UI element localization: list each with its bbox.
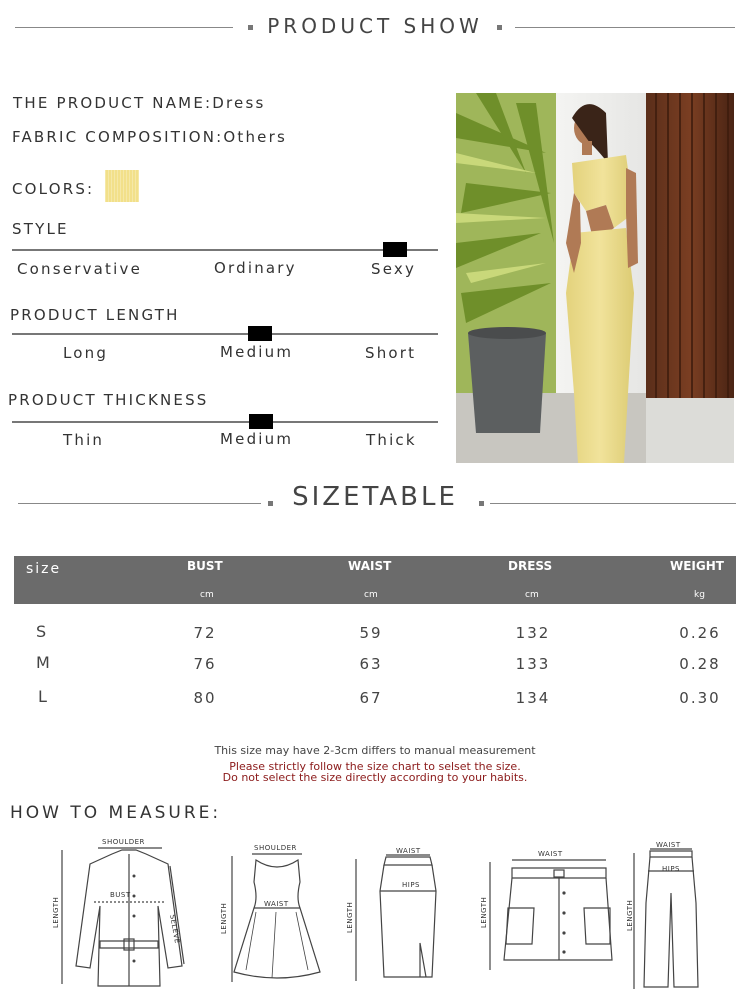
jacket-shoulder-label: SHOULDER — [102, 838, 145, 846]
dress-measure-figure — [216, 842, 326, 987]
thickness-option-medium: Medium — [220, 430, 294, 448]
pants-measure-figure — [624, 843, 704, 993]
fabric-row — [12, 128, 287, 146]
row-m-weight: 0.28 — [679, 655, 721, 673]
header-rule-right — [515, 27, 735, 28]
row-s-size: S — [36, 622, 49, 641]
product-name-row — [13, 94, 266, 112]
style-selected-marker — [383, 242, 407, 257]
skirt-illustration — [344, 845, 444, 985]
length-option-long: Long — [63, 344, 109, 362]
skirt-length-label: LENGTH — [346, 901, 354, 933]
col-unit-waist: cm — [364, 590, 378, 600]
color-swatch[interactable] — [105, 170, 139, 202]
length-scale-line — [12, 333, 438, 335]
thickness-option-thin: Thin — [63, 431, 105, 449]
skirt-waist-label: WAIST — [396, 847, 421, 855]
product-photo-art — [456, 93, 734, 463]
row-s-dress: 132 — [515, 624, 551, 642]
denim-skirt-illustration — [474, 848, 614, 974]
header-square-right — [497, 25, 502, 30]
dress-shoulder-label: SHOULDER — [254, 844, 297, 852]
jacket-measure-figure — [50, 836, 195, 991]
row-m-bust: 76 — [193, 655, 217, 673]
fabric-label: FABRIC COMPOSITION: — [12, 128, 224, 146]
style-option-sexy: Sexy — [371, 260, 417, 278]
sizetable-title: SIZETABLE — [292, 482, 458, 512]
product-name-label: THE PRODUCT NAME: — [13, 94, 213, 112]
pants-waist-label: WAIST — [656, 841, 681, 849]
style-option-ordinary: Ordinary — [214, 259, 297, 277]
jacket-sleeve-label: SELEVE — [168, 914, 182, 945]
colors-label: COLORS: — [12, 180, 95, 198]
length-option-short: Short — [365, 344, 417, 362]
row-l-dress: 134 — [515, 689, 551, 707]
row-l-weight: 0.30 — [679, 689, 721, 707]
pants-length-label: LENGTH — [626, 899, 634, 931]
row-m-size: M — [36, 653, 52, 672]
length-option-medium: Medium — [220, 343, 294, 361]
row-s-waist: 59 — [359, 624, 383, 642]
col-unit-bust: cm — [200, 590, 214, 600]
row-l-size: L — [38, 687, 49, 706]
measurement-note: This size may have 2-3cm differs to manual measurement — [214, 744, 536, 757]
warning-line-1: Please strictly follow the size chart to selset the size. — [229, 760, 521, 773]
sizetable-rule-right — [490, 503, 736, 504]
skirt-hips-label: HIPS — [402, 881, 420, 889]
style-title: STYLE — [12, 220, 69, 238]
sizetable-square-left — [268, 501, 273, 506]
col-unit-weight: kg — [694, 590, 705, 600]
sizetable-rule-left — [18, 503, 261, 504]
sizetable-square-right — [479, 501, 484, 506]
product-photo[interactable] — [456, 93, 734, 463]
length-selected-marker — [248, 326, 272, 341]
col-header-waist: WAIST — [348, 559, 392, 573]
style-scale-line — [12, 249, 438, 251]
denim-skirt-waist-label: WAIST — [538, 850, 563, 858]
jacket-bust-label: BUST — [110, 891, 131, 899]
skirt-measure-figure — [344, 845, 444, 985]
size-table-header — [14, 556, 736, 604]
warning-line-2: Do not select the size directly according to your habits. — [222, 771, 528, 784]
row-l-waist: 67 — [359, 689, 383, 707]
dress-waist-label: WAIST — [264, 900, 289, 908]
pants-hips-label: HIPS — [662, 865, 680, 873]
col-header-weight: WEIGHT — [670, 559, 724, 573]
row-s-weight: 0.26 — [679, 624, 721, 642]
row-l-bust: 80 — [193, 689, 217, 707]
header-square-left — [248, 25, 253, 30]
thickness-scale-line — [12, 421, 438, 423]
dress-illustration — [216, 842, 326, 987]
thickness-selected-marker — [249, 414, 273, 429]
style-option-conservative: Conservative — [17, 260, 142, 278]
product-show-title: PRODUCT SHOW — [267, 14, 483, 38]
col-header-bust: BUST — [187, 559, 223, 573]
denim-skirt-measure-figure — [474, 848, 614, 974]
thickness-option-thick: Thick — [366, 431, 417, 449]
header-rule-left — [15, 27, 233, 28]
thickness-title: PRODUCT THICKNESS — [8, 391, 209, 409]
length-title: PRODUCT LENGTH — [10, 306, 180, 324]
row-m-waist: 63 — [359, 655, 383, 673]
fabric-value: Others — [223, 128, 287, 146]
row-m-dress: 133 — [515, 655, 551, 673]
row-s-bust: 72 — [193, 624, 217, 642]
col-header-size: size — [26, 561, 62, 577]
col-unit-dress: cm — [525, 590, 539, 600]
denim-skirt-length-label: LENGTH — [480, 896, 488, 928]
col-header-dress: DRESS — [508, 559, 553, 573]
dress-length-label: LENGTH — [220, 902, 228, 934]
jacket-length-label: LENGTH — [52, 896, 60, 928]
product-name-value: Dress — [212, 94, 266, 112]
how-to-measure-title: HOW TO MEASURE: — [10, 803, 222, 823]
